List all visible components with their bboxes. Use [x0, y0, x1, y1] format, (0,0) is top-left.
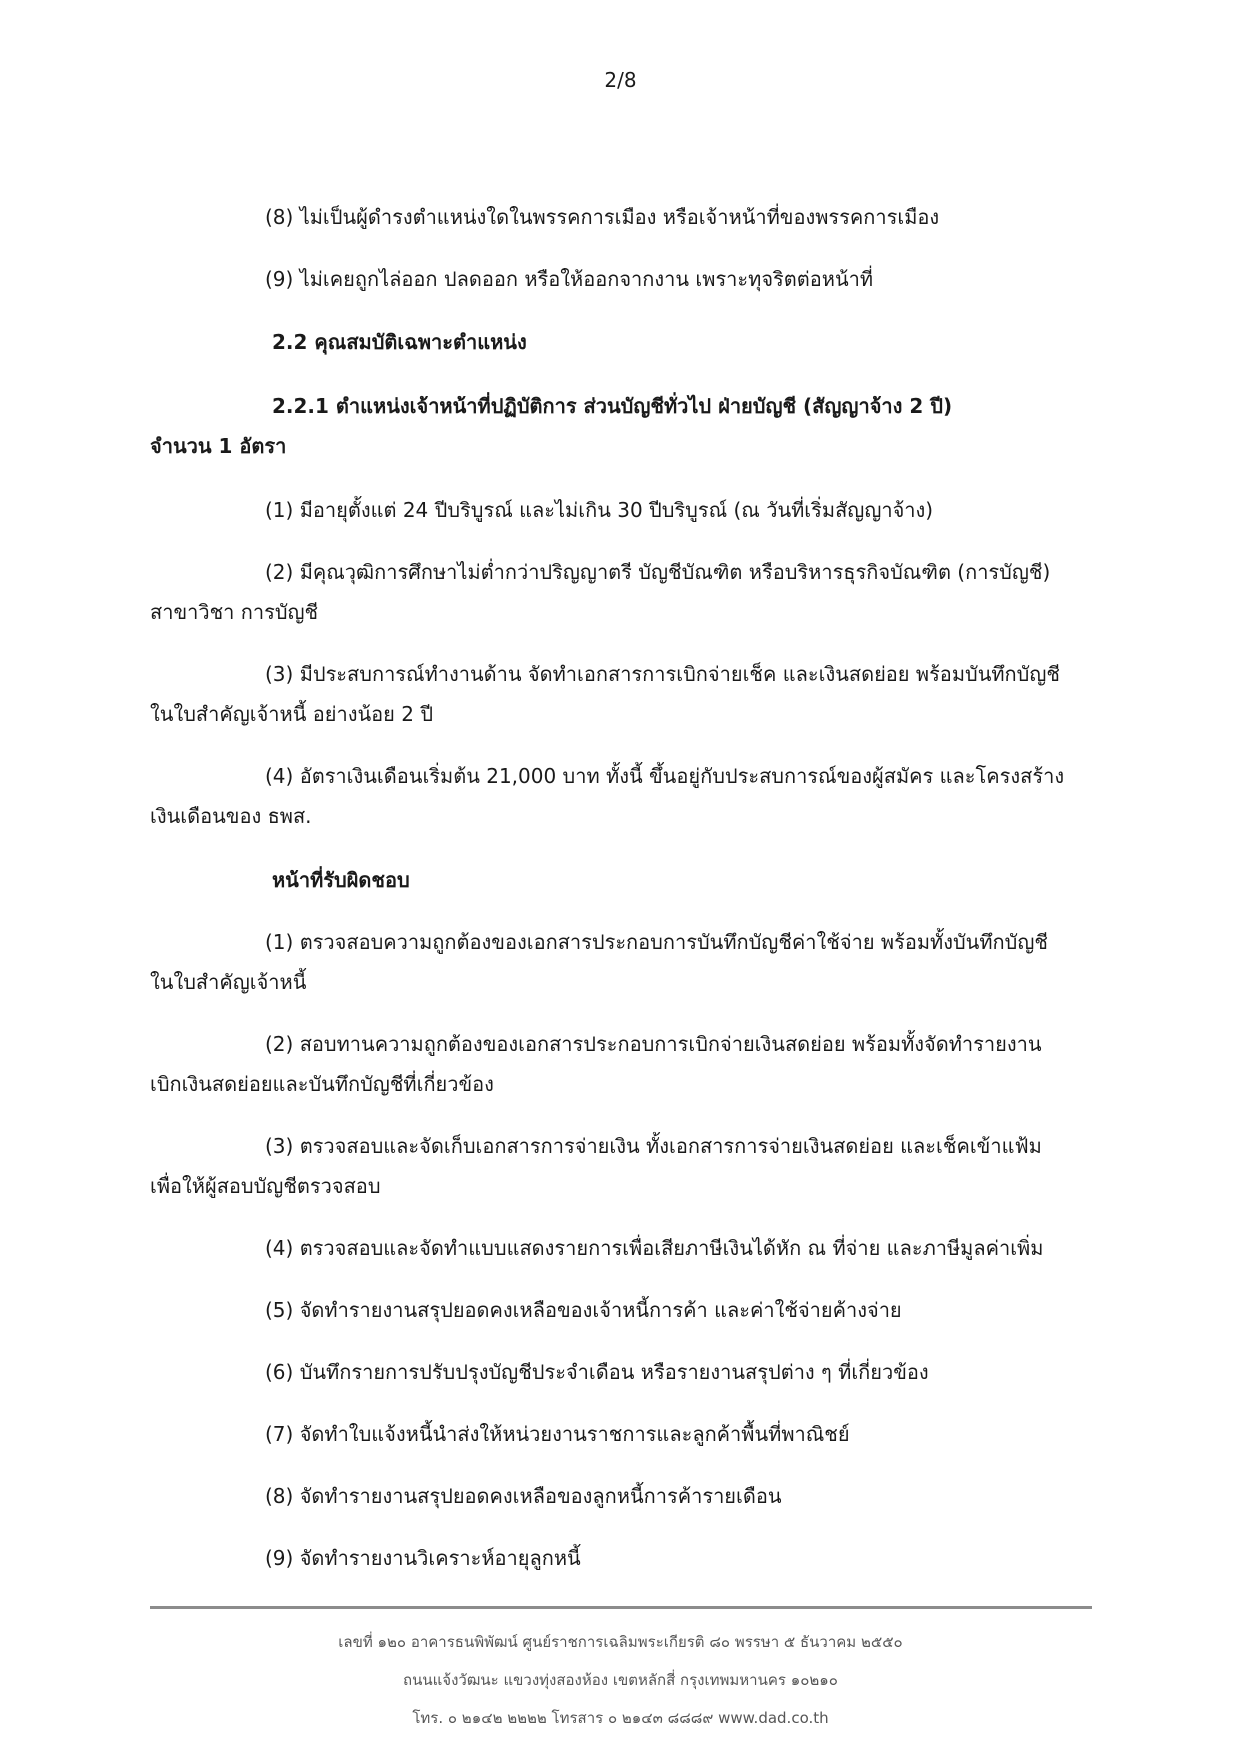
requirement-3-cont: ในใบสำคัญเจ้าหนี้ อย่างน้อย 2 ปี [150, 702, 434, 726]
footer-street: ถนนแจ้งวัฒนะ แขวงทุ่งสองห้อง เขตหลักสี่ กรุงเทพมหานคร ๑๐๒๑๐ [403, 1671, 838, 1689]
requirement-2-cont: สาขาวิชา การบัญชี [150, 600, 319, 624]
requirement-3: (3) มีประสบการณ์ทำงานด้าน จัดทำเอกสารการเบิกจ่ายเช็ค และเงินสดย่อย พร้อมบันทึกบัญชี [265, 662, 1060, 686]
duty-3-cont: เพื่อให้ผู้สอบบัญชีตรวจสอบ [150, 1174, 381, 1198]
section-heading-2-2: 2.2 คุณสมบัติเฉพาะตำแหน่ง [272, 330, 527, 354]
position-heading: 2.2.1 ตำแหน่งเจ้าหน้าที่ปฏิบัติการ ส่วนบัญชีทั่วไป ฝ่ายบัญชี (สัญญาจ้าง 2 ปี) [272, 394, 953, 418]
duty-3: (3) ตรวจสอบและจัดเก็บเอกสารการจ่ายเงิน ทั้งเอกสารการจ่ายเงินสดย่อย และเช็คเข้าแฟ้ม [265, 1134, 1042, 1158]
duty-2-cont: เบิกเงินสดย่อยและบันทึกบัญชีที่เกี่ยวข้อง [150, 1072, 494, 1096]
responsibilities-heading: หน้าที่รับผิดชอบ [272, 868, 410, 892]
duty-7: (7) จัดทำใบแจ้งหนี้นำส่งให้หน่วยงานราชการและลูกค้าพื้นที่พาณิชย์ [265, 1422, 850, 1446]
footer-address: เลขที่ ๑๒๐ อาคารธนพิพัฒน์ ศูนย์ราชการเฉลิมพระเกียรติ ๘๐ พรรษา ๕ ธันวาคม ๒๕๕๐ [338, 1633, 903, 1651]
requirement-4-cont: เงินเดือนของ ธพส. [150, 804, 312, 828]
duty-4: (4) ตรวจสอบและจัดทำแบบแสดงรายการเพื่อเสียภาษีเงินได้หัก ณ ที่จ่าย และภาษีมูลค่าเพิ่ม [265, 1236, 1044, 1260]
position-heading-cont: จำนวน 1 อัตรา [150, 434, 287, 458]
requirement-1: (1) มีอายุตั้งแต่ 24 ปีบริบูรณ์ และไม่เกิน 30 ปีบริบูรณ์ (ณ วันที่เริ่มสัญญาจ้าง) [265, 498, 934, 522]
footer-divider [150, 1606, 1092, 1609]
duty-1-cont: ในใบสำคัญเจ้าหนี้ [150, 970, 307, 994]
qualification-item-8: (8) ไม่เป็นผู้ดำรงตำแหน่งใดในพรรคการเมือง หรือเจ้าหน้าที่ของพรรคการเมือง [265, 205, 940, 229]
qualification-item-9: (9) ไม่เคยถูกไล่ออก ปลดออก หรือให้ออกจากงาน เพราะทุจริตต่อหน้าที่ [265, 267, 874, 291]
duty-9: (9) จัดทำรายงานวิเคราะห์อายุลูกหนี้ [265, 1546, 581, 1570]
duty-5: (5) จัดทำรายงานสรุปยอดคงเหลือของเจ้าหนี้การค้า และค่าใช้จ่ายค้างจ่าย [265, 1298, 902, 1322]
page-number: 2/8 [604, 68, 637, 92]
requirement-4: (4) อัตราเงินเดือนเริ่มต้น 21,000 บาท ทั้งนี้ ขึ้นอยู่กับประสบการณ์ของผู้สมัคร และโครงสร้าง [265, 764, 1065, 788]
duty-6: (6) บันทึกรายการปรับปรุงบัญชีประจำเดือน หรือรายงานสรุปต่าง ๆ ที่เกี่ยวข้อง [265, 1360, 929, 1384]
duty-1: (1) ตรวจสอบความถูกต้องของเอกสารประกอบการบันทึกบัญชีค่าใช้จ่าย พร้อมทั้งบันทึกบัญชี [265, 930, 1048, 954]
duty-2: (2) สอบทานความถูกต้องของเอกสารประกอบการเบิกจ่ายเงินสดย่อย พร้อมทั้งจัดทำรายงาน [265, 1032, 1042, 1056]
duty-8: (8) จัดทำรายงานสรุปยอดคงเหลือของลูกหนี้การค้ารายเดือน [265, 1484, 782, 1508]
footer-contact: โทร. ๐ ๒๑๔๒ ๒๒๒๒ โทรสาร ๐ ๒๑๔๓ ๘๘๘๙ www.dad.co.th [412, 1709, 829, 1727]
requirement-2: (2) มีคุณวุฒิการศึกษาไม่ต่ำกว่าปริญญาตรี บัญชีบัณฑิต หรือบริหารธุรกิจบัณฑิต (การบัญชี) [265, 560, 1051, 584]
